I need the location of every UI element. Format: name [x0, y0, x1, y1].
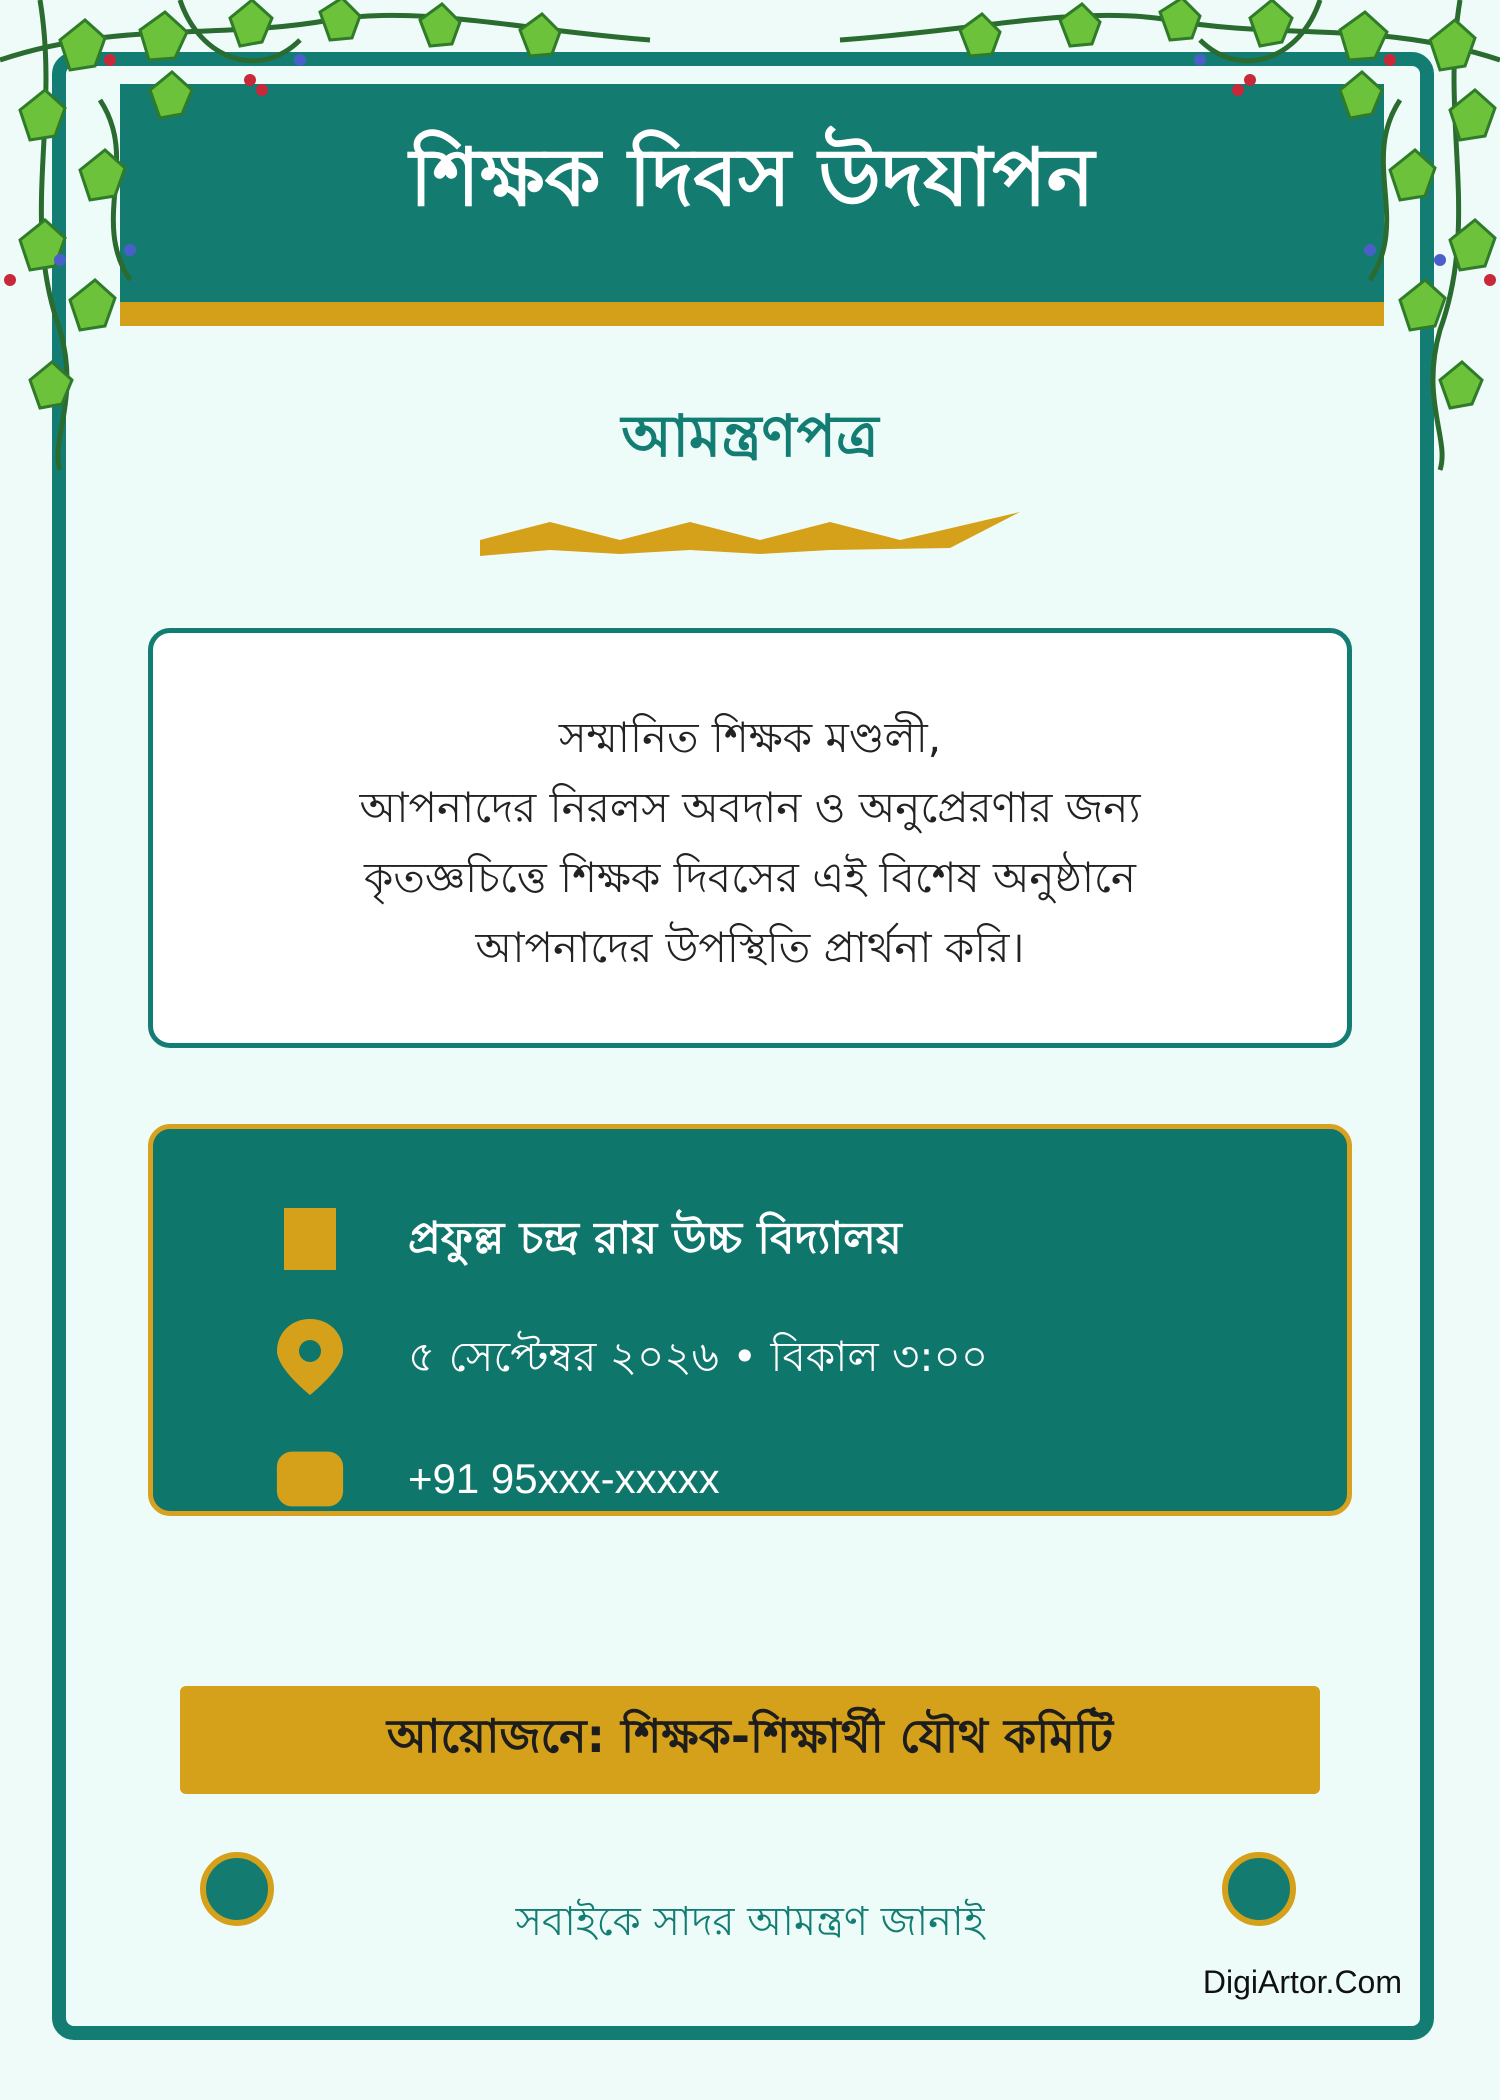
square-icon: [275, 1204, 345, 1274]
footer-text: সবাইকে সাদর আমন্ত্রণ জানাই: [515, 1899, 985, 1945]
details-panel: [148, 1124, 1352, 1516]
phone-icon: [275, 1444, 345, 1514]
message-line: আপনাদের নিরলস অবদান ও অনুপ্রেরণার জন্য: [359, 783, 1141, 832]
watermark: DigiArtor.Com: [1202, 1964, 1402, 2000]
message-line: আপনাদের উপস্থিতি প্রার্থনা করি।: [475, 923, 1025, 972]
page-title: শিক্ষক দিবস উদযাপন: [409, 131, 1095, 224]
organizer-banner: আয়োজনে: শিক্ষক-শিক্ষার্থী যৌথ কমিটি: [180, 1686, 1320, 1794]
phone-text: +91 95xxx-xxxxx: [408, 1455, 720, 1502]
detail-row-date: [153, 1317, 1347, 1397]
message-box: [148, 628, 1352, 1048]
vine-right-icon: [830, 0, 1500, 480]
date-time-text: ৫ সেপ্টেম্বর ২০২৬ • বিকাল ৩:০০: [408, 1332, 989, 1381]
message-line: সম্মানিত শিক্ষক মণ্ডলী,: [558, 713, 942, 762]
message-line: কৃতজ্ঞচিত্তে শিক্ষক দিবসের এই বিশেষ অনুষ্ঠানে: [364, 853, 1136, 902]
detail-row-phone: [153, 1439, 1347, 1519]
location-pin-icon: [275, 1322, 345, 1392]
vine-left-icon: [0, 0, 660, 480]
detail-row-venue: [153, 1199, 1347, 1279]
zigzag-divider: [480, 510, 1020, 576]
invitation-subtitle: আমন্ত্রণপত্র: [621, 402, 879, 470]
venue-text: প্রফুল্ল চন্দ্র রায় উচ্চ বিদ্যালয়: [408, 1213, 902, 1264]
